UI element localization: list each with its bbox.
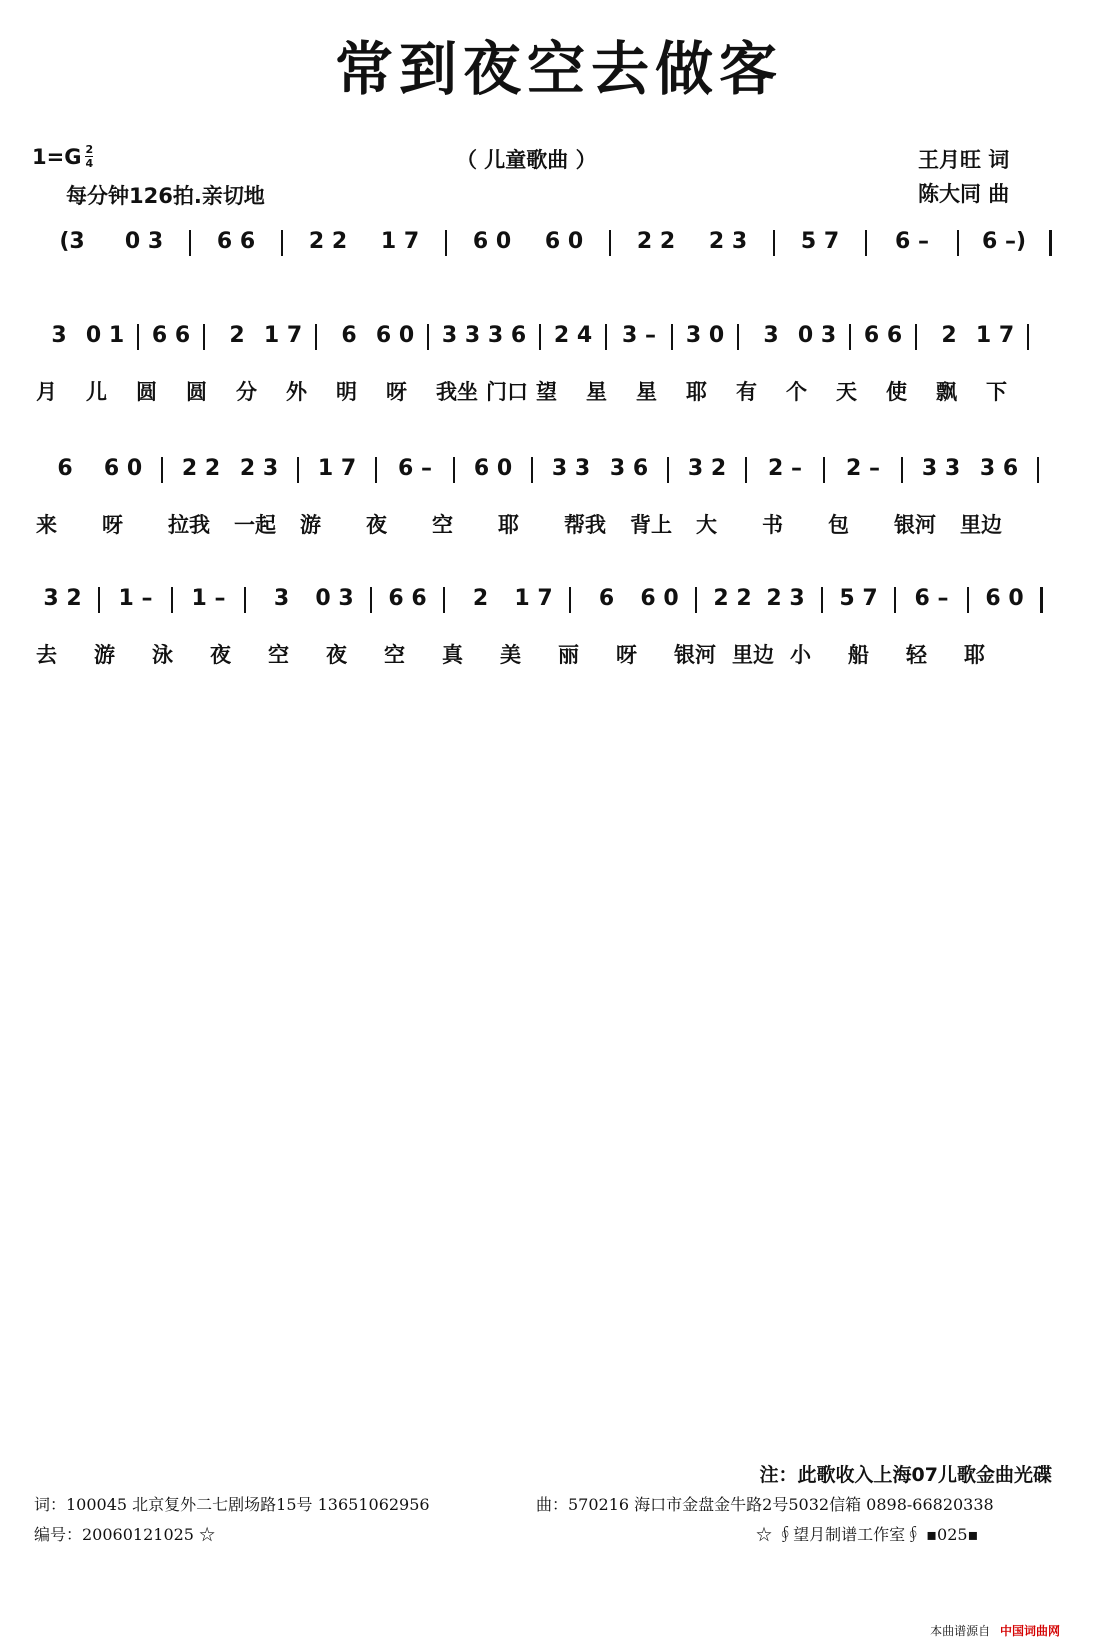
lyric-syllable: 儿	[86, 380, 107, 404]
lyric-syllable: 天	[836, 380, 857, 404]
barline	[849, 324, 851, 350]
tempo-marking: 每分钟126拍.亲切地	[66, 184, 265, 208]
note-group: 1 7	[317, 456, 357, 481]
barline	[375, 457, 377, 483]
key-label: 1=G	[32, 144, 82, 169]
lyric-syllable: 星	[636, 380, 657, 404]
song-title: 常到夜空去做客	[334, 35, 783, 103]
barline	[667, 457, 669, 483]
lyric-syllable: 我坐	[436, 380, 478, 404]
lyric-syllable: 游	[300, 513, 321, 537]
note-group: 5 7	[800, 229, 840, 254]
lyric-syllable: 使	[886, 380, 907, 404]
note-group: 3 2	[687, 456, 727, 481]
note-group: 2 –	[768, 456, 802, 481]
lyric-syllable: 空	[432, 513, 453, 537]
lyric-syllable: 夜	[366, 513, 387, 537]
lyric-syllable: 星	[586, 380, 607, 404]
note-group: 3	[51, 323, 67, 348]
barline	[445, 230, 447, 256]
note-group: 6 –	[895, 229, 929, 254]
note-group: 1 7	[263, 323, 303, 348]
lyric-syllable: 拉我	[168, 513, 210, 537]
note-group: 6 6	[216, 229, 256, 254]
note-group: 3 2	[43, 586, 82, 611]
lyric-syllable: 里边	[960, 513, 1002, 537]
note-group: 0 1	[85, 323, 125, 348]
lyric-syllable: 分	[236, 380, 257, 404]
lyric-syllable: 游	[94, 643, 115, 667]
lyric-syllable: 外	[286, 380, 307, 404]
barline	[531, 457, 533, 483]
barline	[244, 587, 246, 613]
lyricist-credit: 王月旺 词	[918, 148, 1010, 172]
barline	[745, 457, 747, 483]
note-group: 6 0	[103, 456, 143, 481]
barline	[609, 230, 611, 256]
note-group: 2 4	[553, 323, 593, 348]
final-barline	[1040, 587, 1043, 613]
composer-address: 曲：570216 海口市金盘金牛路2号5032信箱 0898-66820338	[536, 1495, 994, 1514]
note-group: 1 7	[975, 323, 1015, 348]
note-group: 6 –)	[981, 229, 1027, 254]
lyric-syllable: 空	[384, 643, 405, 667]
lyric-syllable: 圆	[136, 380, 157, 404]
note-group: 3 3	[921, 456, 961, 481]
recording-note: 注：此歌收入上海07儿歌金曲光碟	[759, 1464, 1052, 1486]
barline	[901, 457, 903, 483]
lyric-syllable: 小	[790, 643, 811, 667]
lyric-syllable: 圆	[186, 380, 207, 404]
notation-system	[36, 322, 1076, 406]
note-group: 6 0	[472, 229, 512, 254]
barline	[773, 230, 775, 256]
note-group: 0 3	[797, 323, 837, 348]
barline	[1037, 457, 1039, 483]
lyric-syllable: 飘	[936, 380, 957, 404]
note-group: 6 6	[151, 323, 191, 348]
lyric-syllable: 耶	[964, 643, 985, 667]
note-group: 3 –	[622, 323, 656, 348]
note-group: 2 3	[239, 456, 279, 481]
barline	[315, 324, 317, 350]
barline	[203, 324, 205, 350]
lyric-syllable: 里边	[732, 643, 774, 667]
note-group: 3 3	[551, 456, 591, 481]
barline	[137, 324, 139, 350]
lyric-syllable: 夜	[326, 643, 347, 667]
barline	[915, 324, 917, 350]
note-group: 2 3	[766, 586, 805, 611]
key-signature	[32, 144, 93, 169]
note-group: 6 0	[473, 456, 513, 481]
lyric-syllable: 有	[736, 380, 757, 404]
barline	[967, 587, 969, 613]
barline	[605, 324, 607, 350]
note-group: 0 3	[124, 229, 164, 254]
note-group: (3	[59, 229, 85, 254]
notation-system	[36, 585, 1076, 669]
notation-row	[36, 455, 1076, 491]
lyric-syllable: 耶	[498, 513, 519, 537]
lyric-syllable: 下	[986, 380, 1007, 404]
note-group: 1 –	[118, 586, 153, 611]
lyric-syllable: 去	[36, 643, 57, 667]
lyric-syllable: 个	[786, 380, 807, 404]
lyric-syllable: 夜	[210, 643, 231, 667]
note-group: 3	[273, 586, 290, 611]
serial-number: 编号：20060121025 ☆	[34, 1525, 216, 1544]
lyric-syllable: 门口	[486, 380, 528, 404]
barline	[98, 587, 100, 613]
final-barline	[1049, 230, 1052, 256]
lyric-syllable: 背上	[630, 513, 672, 537]
barline	[737, 324, 739, 350]
note-group: 6 0	[640, 586, 679, 611]
note-group: 6 –	[398, 456, 432, 481]
lyric-syllable: 呀	[102, 513, 123, 537]
note-group: 3 6	[979, 456, 1019, 481]
lyric-syllable: 美	[500, 643, 521, 667]
lyrics-row	[36, 639, 1076, 669]
barline	[427, 324, 429, 350]
note-group: 3 6	[609, 456, 649, 481]
lyric-syllable: 一起	[234, 513, 276, 537]
notation-row	[36, 228, 1076, 264]
lyric-syllable: 轻	[906, 643, 927, 667]
lyric-syllable: 明	[336, 380, 357, 404]
barline	[957, 230, 959, 256]
note-group: 3 6	[487, 323, 527, 348]
lyric-syllable: 泳	[152, 643, 173, 667]
barline	[894, 587, 896, 613]
notation-row	[36, 585, 1076, 621]
note-group: 1 7	[514, 586, 553, 611]
barline	[539, 324, 541, 350]
composer-credit: 陈大同 曲	[918, 182, 1010, 206]
note-group: 6	[341, 323, 357, 348]
note-group: 6 0	[985, 586, 1024, 611]
barline	[443, 587, 445, 613]
note-group: 6 –	[914, 586, 949, 611]
lyric-syllable: 书	[762, 513, 783, 537]
barline	[671, 324, 673, 350]
note-group: 2 –	[846, 456, 880, 481]
time-signature: 2 4	[85, 143, 94, 170]
source-site-link[interactable]: 中国词曲网	[999, 1624, 1060, 1638]
lyric-syllable: 月	[36, 380, 57, 404]
source-credit	[930, 1622, 1060, 1639]
barline	[189, 230, 191, 256]
barline	[171, 587, 173, 613]
note-group: 2 2	[713, 586, 752, 611]
note-group: 6 0	[375, 323, 415, 348]
genre-label: （ 儿童歌曲 ）	[456, 148, 597, 172]
lyric-syllable: 耶	[686, 380, 707, 404]
barline	[281, 230, 283, 256]
note-group: 2	[941, 323, 957, 348]
barline	[823, 457, 825, 483]
lyric-syllable: 来	[36, 513, 57, 537]
notation-system	[36, 455, 1076, 539]
barline	[370, 587, 372, 613]
note-group: 0 3	[315, 586, 354, 611]
barline	[695, 587, 697, 613]
studio-credit: ☆ ∮望月制谱工作室∮ ▪025▪	[756, 1525, 979, 1544]
lyrics-row	[36, 376, 1076, 406]
lyrics-row	[36, 509, 1076, 539]
source-prefix: 本曲谱源自	[930, 1624, 991, 1638]
barline	[569, 587, 571, 613]
note-group: 6 6	[388, 586, 427, 611]
notation-row	[36, 322, 1076, 358]
note-group: 1 –	[191, 586, 226, 611]
barline	[453, 457, 455, 483]
note-group: 3 0	[685, 323, 725, 348]
note-group: 3 3	[441, 323, 481, 348]
barline	[1027, 324, 1029, 350]
note-group: 3	[763, 323, 779, 348]
lyric-syllable: 呀	[386, 380, 407, 404]
note-group: 6 0	[544, 229, 584, 254]
lyric-syllable: 丽	[558, 643, 579, 667]
note-group: 2 2	[636, 229, 676, 254]
note-group: 5 7	[839, 586, 878, 611]
note-group: 2 2	[181, 456, 221, 481]
lyricist-address: 词：100045 北京复外二七剧场路15号 13651062956	[34, 1495, 430, 1514]
lyric-syllable: 帮我	[564, 513, 606, 537]
note-group: 2	[472, 586, 489, 611]
note-group: 2 2	[308, 229, 348, 254]
note-group: 1 7	[380, 229, 420, 254]
note-group: 6	[57, 456, 73, 481]
barline	[297, 457, 299, 483]
barline	[865, 230, 867, 256]
lyric-syllable: 望	[536, 380, 557, 404]
lyric-syllable: 船	[848, 643, 869, 667]
lyric-syllable: 真	[442, 643, 463, 667]
lyric-syllable: 包	[828, 513, 849, 537]
note-group: 6 6	[863, 323, 903, 348]
note-group: 6	[598, 586, 615, 611]
lyric-syllable: 呀	[616, 643, 637, 667]
lyric-syllable: 银河	[894, 513, 936, 537]
barline	[821, 587, 823, 613]
barline	[161, 457, 163, 483]
lyric-syllable: 大	[696, 513, 717, 537]
lyric-syllable: 空	[268, 643, 289, 667]
note-group: 2	[229, 323, 245, 348]
note-group: 2 3	[708, 229, 748, 254]
lyric-syllable: 银河	[674, 643, 716, 667]
notation-system	[36, 228, 1076, 264]
